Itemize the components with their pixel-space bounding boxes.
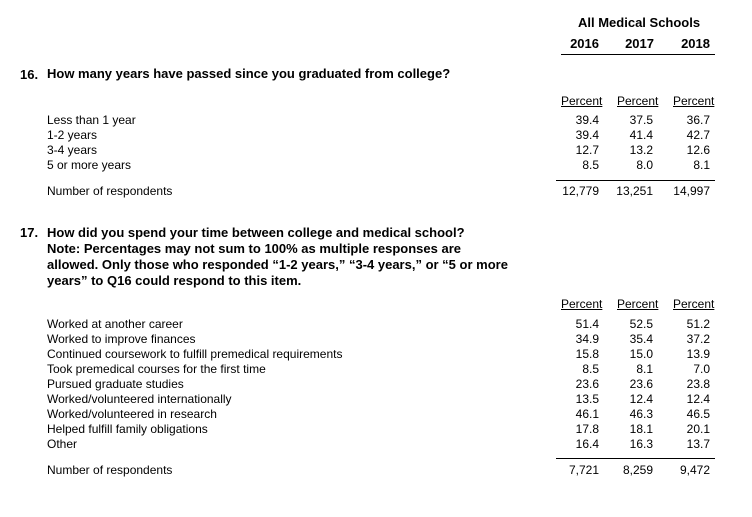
q17-cell: 46.3 [629, 407, 653, 421]
q17-cell: 46.1 [575, 407, 599, 421]
q16-cell: 41.4 [629, 128, 653, 142]
q17-question-line-4: years” to Q16 could respond to this item. [47, 273, 302, 288]
q16-col-header-2016: Percent [561, 94, 603, 108]
q17-cell: 23.6 [629, 377, 653, 391]
q17-cell: 12.4 [686, 392, 710, 406]
q16-cell: 13.2 [629, 143, 653, 157]
q17-total-divider [556, 458, 715, 459]
q16-cell: 36.7 [686, 113, 710, 127]
q17-row-label: Continued coursework to fulfill premedical requirements [47, 347, 343, 361]
q17-cell: 13.7 [686, 437, 710, 451]
q17-cell: 20.1 [686, 422, 710, 436]
q17-cell: 35.4 [629, 332, 653, 346]
q17-cell: 7.0 [693, 362, 710, 376]
q17-row-label: Took premedical courses for the first time [47, 362, 266, 376]
q17-cell: 52.5 [629, 317, 653, 331]
q17-cell: 46.5 [686, 407, 710, 421]
q17-question-line-1: How did you spend your time between college and medical school? [47, 225, 465, 240]
q17-row-label: Worked to improve finances [47, 332, 196, 346]
q17-row-label: Helped fulfill family obligations [47, 422, 208, 436]
q16-row-label: 5 or more years [47, 158, 132, 172]
q17-respondents-label: Number of respondents [47, 463, 173, 477]
q16-cell: 8.0 [636, 158, 653, 172]
q16-cell: 39.4 [575, 113, 599, 127]
year-2017-header: 2017 [625, 36, 654, 51]
q16-col-header-2018: Percent [673, 94, 715, 108]
q17-cell: 37.2 [686, 332, 710, 346]
q16-respondents-label: Number of respondents [47, 184, 173, 198]
q17-cell: 18.1 [629, 422, 653, 436]
q17-question-line-3: allowed. Only those who responded “1-2 years,” “3-4 years,” or “5 or more [47, 257, 508, 272]
q17-cell: 51.4 [575, 317, 599, 331]
q16-respondents-cell: 14,997 [673, 184, 710, 198]
q16-cell: 37.5 [629, 113, 653, 127]
q17-cell: 12.4 [629, 392, 653, 406]
q16-respondents-cell: 12,779 [562, 184, 599, 198]
q16-respondents-cell: 13,251 [616, 184, 653, 198]
q17-number: 17. [20, 225, 39, 240]
q17-cell: 8.5 [582, 362, 599, 376]
q17-col-header-2017: Percent [617, 297, 659, 311]
q17-cell: 23.8 [686, 377, 710, 391]
q17-cell: 15.8 [575, 347, 599, 361]
q17-cell: 8.1 [636, 362, 653, 376]
q17-cell: 17.8 [575, 422, 599, 436]
q16-row-label: 3-4 years [47, 143, 98, 157]
q16-cell: 42.7 [686, 128, 710, 142]
q16-col-header-2017: Percent [617, 94, 659, 108]
q17-respondents-cell: 9,472 [679, 463, 710, 477]
q17-cell: 51.2 [686, 317, 710, 331]
q16-number: 16. [20, 67, 39, 82]
q17-row-label: Worked/volunteered in research [47, 407, 217, 421]
q17-row-label: Other [47, 437, 78, 451]
q17-cell: 13.5 [575, 392, 599, 406]
year-2016-header: 2016 [570, 36, 599, 51]
q16-cell: 12.7 [575, 143, 599, 157]
q16-question: How many years have passed since you graduated from college? [47, 66, 451, 81]
q16-cell: 39.4 [575, 128, 599, 142]
q17-respondents-cell: 7,721 [568, 463, 599, 477]
q16-cell: 12.6 [686, 143, 710, 157]
q17-cell: 23.6 [575, 377, 599, 391]
q16-total-divider [556, 180, 715, 181]
q16-cell: 8.1 [693, 158, 710, 172]
q17-col-header-2016: Percent [561, 297, 603, 311]
column-group-title: All Medical Schools [578, 15, 701, 30]
q16-cell: 8.5 [582, 158, 599, 172]
q16-row-label: 1-2 years [47, 128, 98, 142]
q17-row-label: Worked at another career [47, 317, 183, 331]
q17-col-header-2018: Percent [673, 297, 715, 311]
q17-respondents-cell: 8,259 [622, 463, 653, 477]
q17-cell: 15.0 [629, 347, 653, 361]
q17-cell: 16.3 [629, 437, 653, 451]
q17-row-label: Worked/volunteered internationally [47, 392, 232, 406]
q17-cell: 16.4 [575, 437, 599, 451]
q17-row-label: Pursued graduate studies [47, 377, 184, 391]
header-divider [561, 54, 715, 55]
q16-row-label: Less than 1 year [47, 113, 136, 127]
q17-cell: 13.9 [686, 347, 710, 361]
year-2018-header: 2018 [681, 36, 710, 51]
q17-cell: 34.9 [575, 332, 599, 346]
q17-question-line-2: Note: Percentages may not sum to 100% as multiple responses are [47, 241, 461, 256]
